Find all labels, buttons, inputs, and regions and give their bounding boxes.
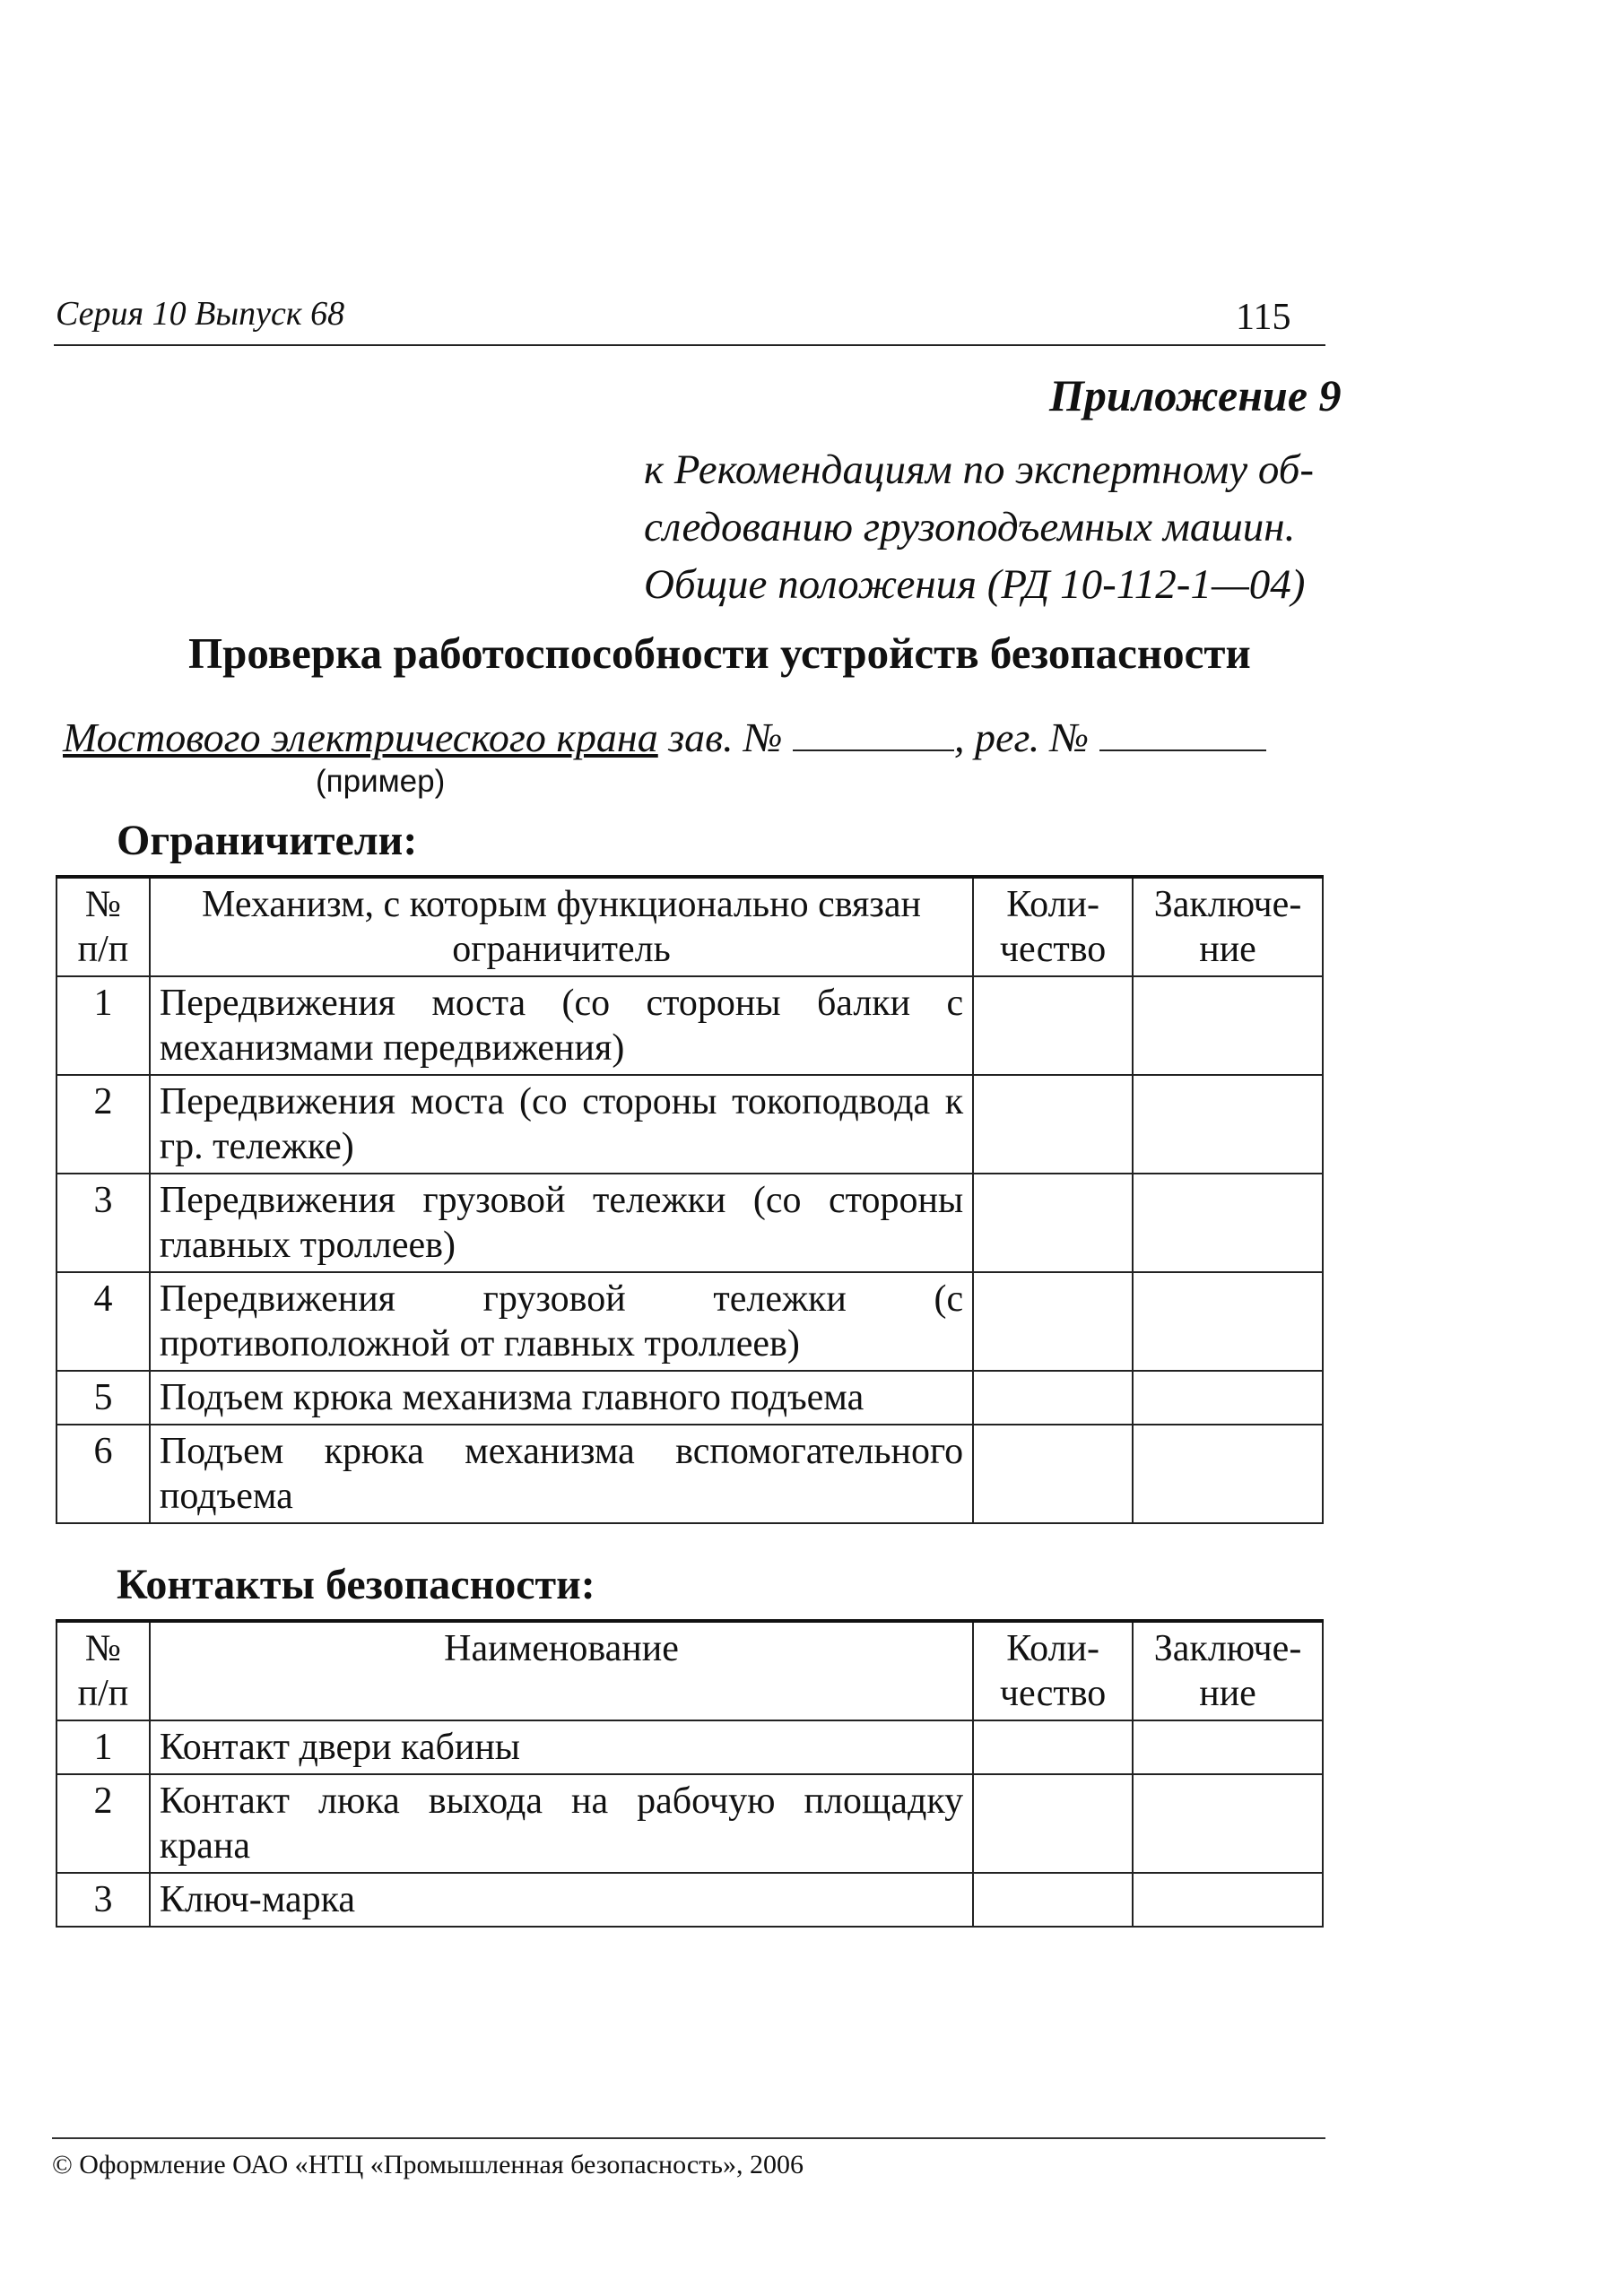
table-row [56,976,1323,1075]
table-row [56,1075,1323,1174]
row-quantity[interactable] [973,1371,1133,1425]
row-num: 1 [56,1720,150,1774]
header-quantity: Коли-чество [973,1621,1133,1720]
table-row [56,1720,1323,1774]
header-conclusion: Заключе-ние [1133,877,1323,976]
appendix-line-2: следованию грузоподъемных машин. [644,504,1296,550]
row-conclusion[interactable] [1133,976,1323,1075]
table-row [56,1272,1323,1371]
header-quantity: Коли-чество [973,877,1133,976]
contacts-table [56,1619,1324,1928]
example-note: (пример) [316,764,446,799]
appendix-title: Приложение 9 [1049,370,1342,420]
copyright-footer: © Оформление ОАО «НТЦ «Промышленная безопасность», 2006 [52,2150,804,2179]
header-name: Наименование [150,1621,973,1720]
appendix-line-3: Общие положения (РД 10-112-1—04) [644,561,1306,608]
row-conclusion[interactable] [1133,1425,1323,1523]
row-conclusion[interactable] [1133,1774,1323,1873]
row-name: Ключ-марка [150,1873,973,1927]
appendix-subtitle [644,441,1333,613]
page-number: 115 [1236,297,1291,338]
row-num: 3 [56,1873,150,1927]
row-quantity[interactable] [973,1174,1133,1272]
row-num: 3 [56,1174,150,1272]
row-conclusion[interactable] [1133,1075,1323,1174]
row-conclusion[interactable] [1133,1174,1323,1272]
row-num: 4 [56,1272,150,1371]
table-row [56,1371,1323,1425]
table-row [56,1425,1323,1523]
reg-no-label: , рег. № [954,715,1090,760]
row-mechanism: Передвижения грузовой тележки (с противоположной от главных троллеев) [150,1272,973,1371]
row-quantity[interactable] [973,976,1133,1075]
row-conclusion[interactable] [1133,1272,1323,1371]
object-name: Мостового электрического крана [63,715,658,760]
row-mechanism: Передвижения моста (со стороны токоподвода к гр. тележке) [150,1075,973,1174]
appendix-line-1: к Рекомендациям по экспертному об- [644,446,1315,493]
row-num: 2 [56,1774,150,1873]
contacts-title: Контакты безопасности: [117,1561,595,1608]
object-line [63,714,1266,761]
limiters-title: Ограничители: [117,817,418,864]
table-row [56,1774,1323,1873]
row-quantity[interactable] [973,1075,1133,1174]
header-num: № п/п [56,877,150,976]
row-name: Контакт двери кабины [150,1720,973,1774]
row-quantity[interactable] [973,1272,1133,1371]
header-divider [54,344,1325,346]
factory-no-field[interactable] [793,749,954,751]
row-name: Контакт люка выхода на рабочую площадку крана [150,1774,973,1873]
row-num: 6 [56,1425,150,1523]
limiters-table [56,875,1324,1524]
row-quantity[interactable] [973,1774,1133,1873]
header-conclusion: Заключе-ние [1133,1621,1323,1720]
row-mechanism: Передвижения грузовой тележки (со стороны главных троллеев) [150,1174,973,1272]
factory-no-label: зав. № [668,715,783,760]
table-row [56,1873,1323,1927]
footer-divider [52,2137,1325,2139]
row-conclusion[interactable] [1133,1873,1323,1927]
row-conclusion[interactable] [1133,1371,1323,1425]
row-conclusion[interactable] [1133,1720,1323,1774]
row-quantity[interactable] [973,1873,1133,1927]
header-mechanism: Механизм, с которым функционально связан ограничитель [150,877,973,976]
table-row [56,1174,1323,1272]
row-num: 5 [56,1371,150,1425]
row-quantity[interactable] [973,1720,1133,1774]
row-mechanism: Подъем крюка механизма главного подъема [150,1371,973,1425]
row-num: 1 [56,976,150,1075]
row-mechanism: Подъем крюка механизма вспомогательного подъема [150,1425,973,1523]
row-quantity[interactable] [973,1425,1133,1523]
document-title: Проверка работоспособности устройств безопасности [188,628,1251,678]
series-label: Серия 10 Выпуск 68 [56,295,345,333]
header-num: № п/п [56,1621,150,1720]
reg-no-field[interactable] [1099,749,1266,751]
row-num: 2 [56,1075,150,1174]
row-mechanism: Передвижения моста (со стороны балки с механизмами передвижения) [150,976,973,1075]
